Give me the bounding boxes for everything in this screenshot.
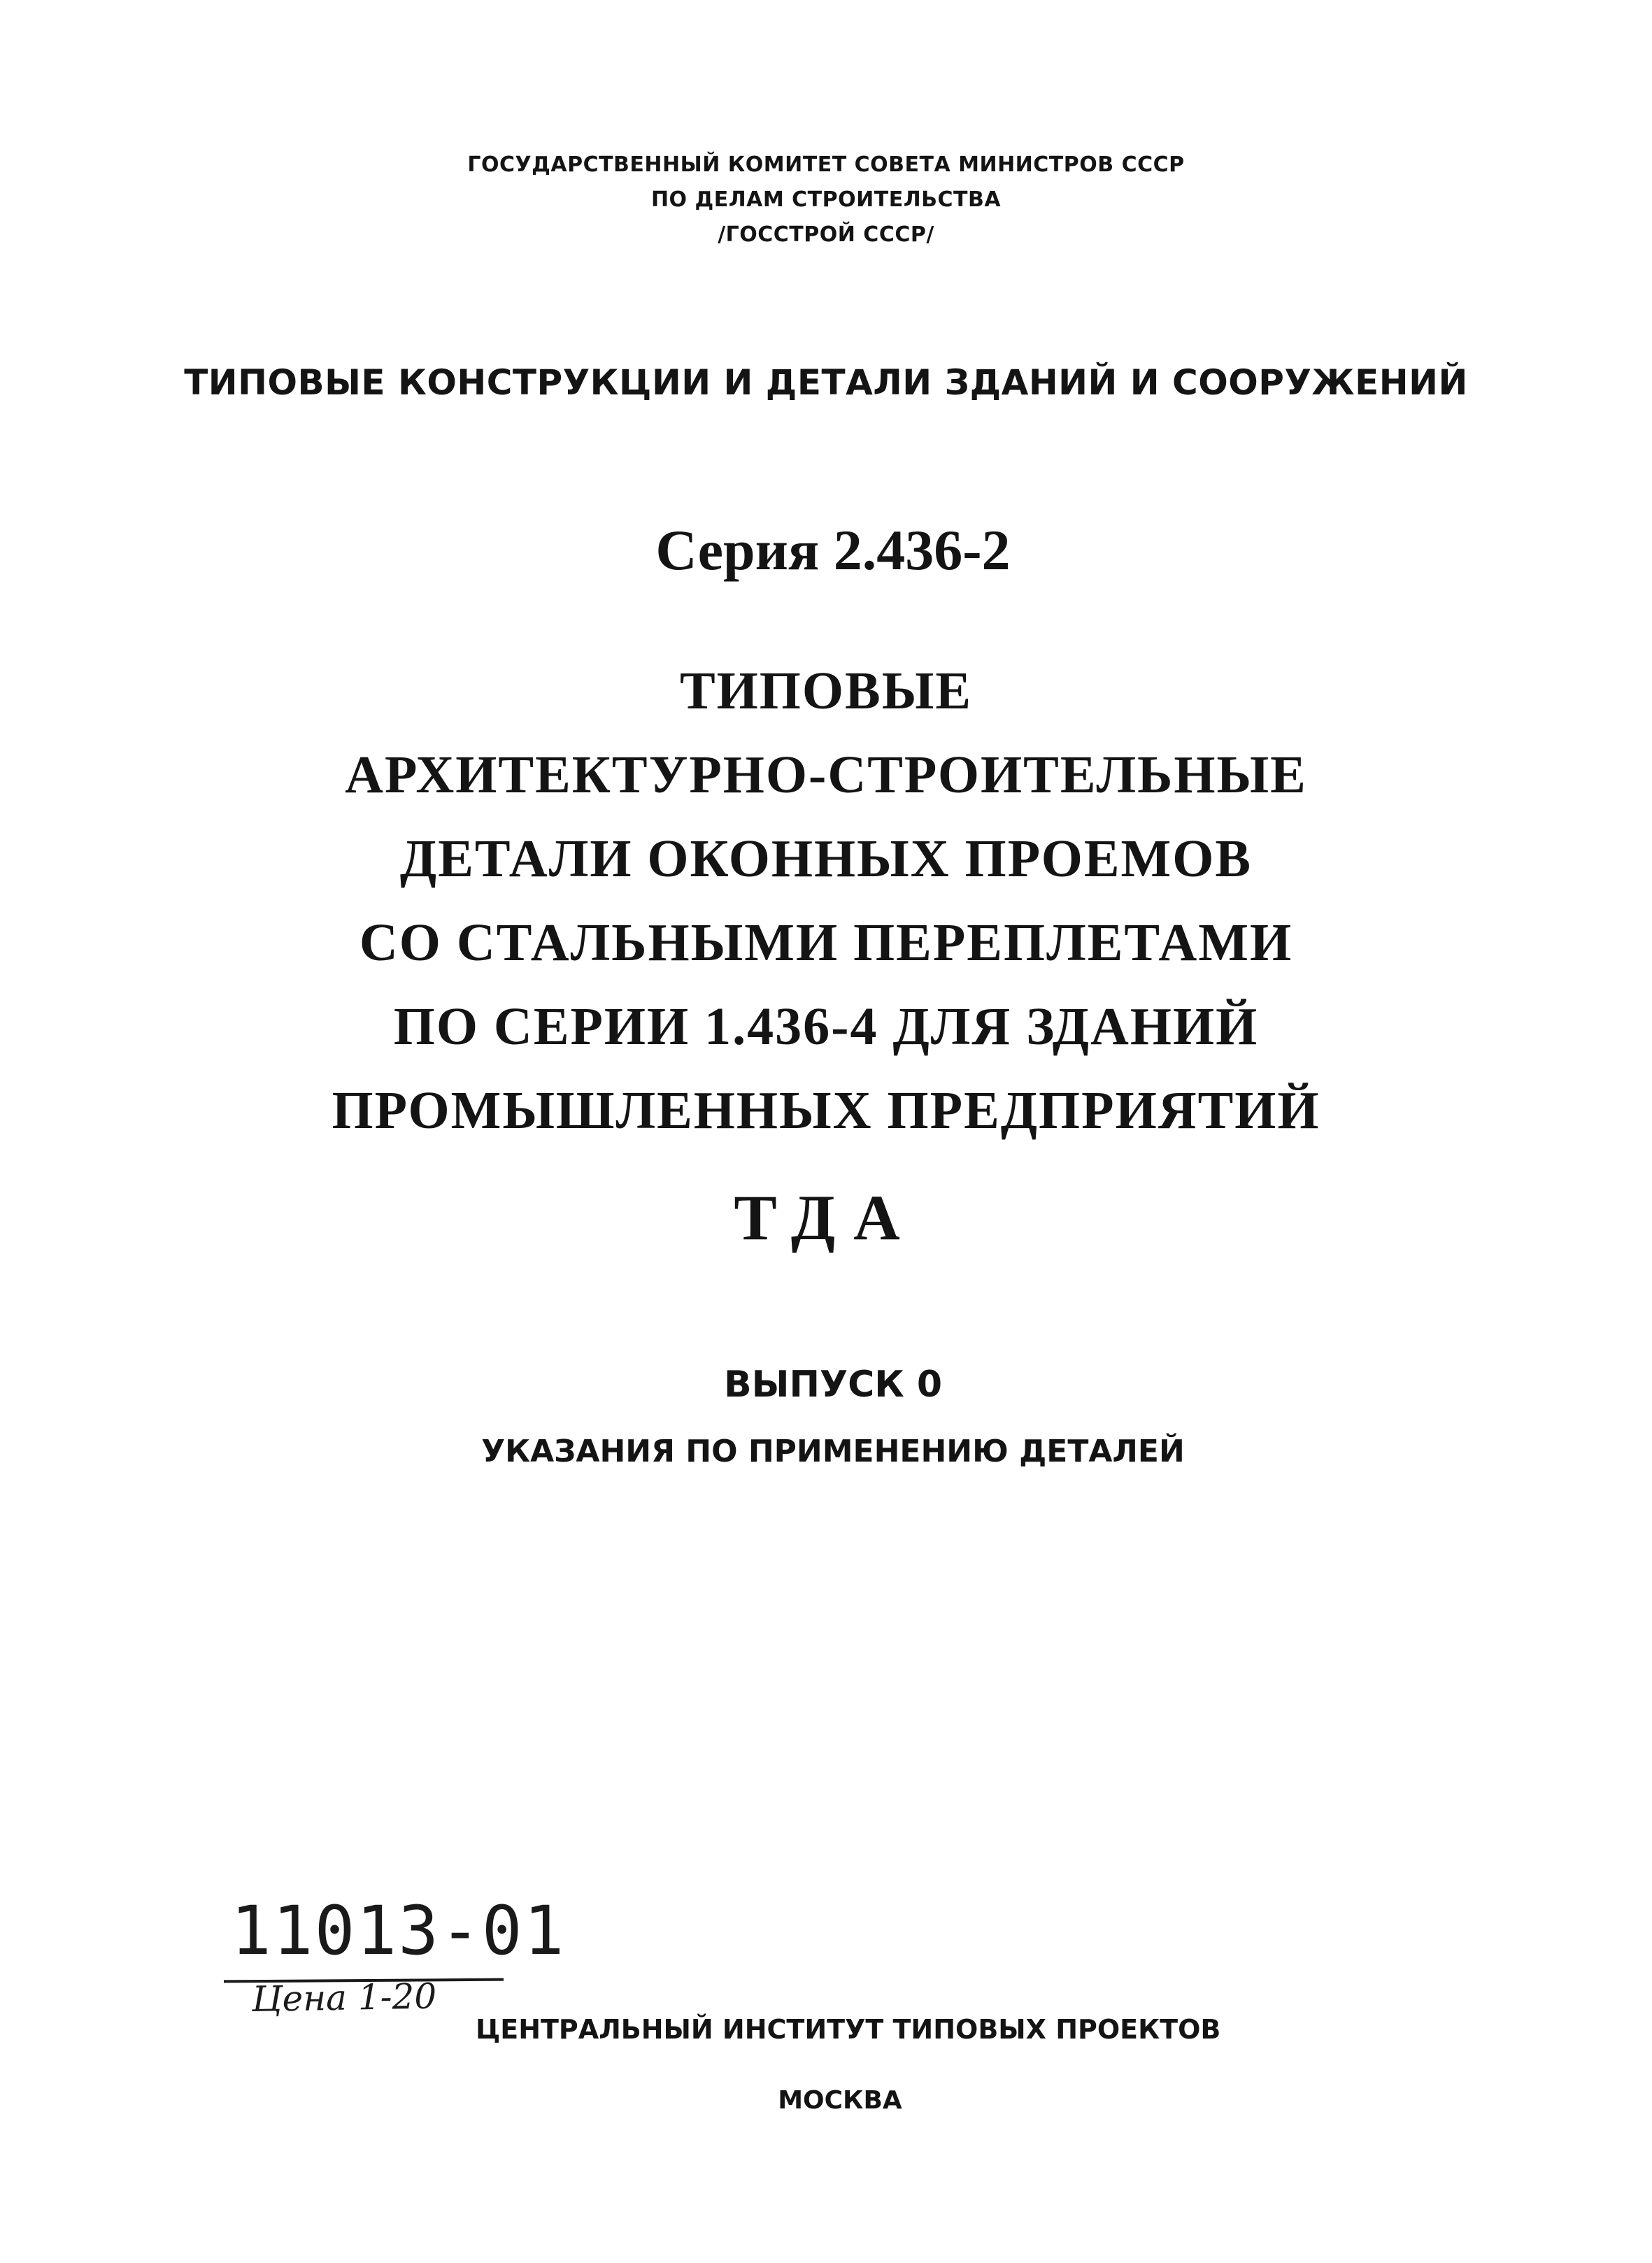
price: Цена 1-20 [251,1976,437,2020]
ministry-line-3: /ГОССТРОЙ СССР/ [718,222,934,247]
document-title-line-6: ПРОМЫШЛЕННЫХ ПРЕДПРИЯТИЙ [332,1081,1320,1140]
series-abbreviation: ТДА [734,1182,918,1253]
publisher-name: ЦЕНТРАЛЬНЫЙ ИНСТИТУТ ТИПОВЫХ ПРОЕКТОВ [476,2014,1221,2045]
issue-description: УКАЗАНИЯ ПО ПРИМЕНЕНИЮ ДЕТАЛЕЙ [481,1434,1185,1469]
document-title-line-4: СО СТАЛЬНЫМИ ПЕРЕПЛЕТАМИ [359,913,1293,972]
issue-number: ВЫПУСК 0 [723,1364,943,1406]
catalog-number: 11013-01 [231,1892,566,1970]
publisher-city: МОСКВА [778,2086,902,2115]
document-title-line-2: АРХИТЕКТУРНО-СТРОИТЕЛЬНЫЕ [345,745,1307,804]
ministry-line-2: ПО ДЕЛАМ СТРОИТЕЛЬСТВА [650,187,1002,212]
ministry-line-1: ГОСУДАРСТВЕННЫЙ КОМИТЕТ СОВЕТА МИНИСТРОВ СССР [467,152,1185,177]
document-title-line-5: ПО СЕРИИ 1.436-4 ДЛЯ ЗДАНИЙ [393,997,1259,1056]
document-title-line-3: ДЕТАЛИ ОКОННЫХ ПРОЕМОВ [399,829,1253,888]
series-number: Серия 2.436-2 [655,518,1011,582]
document-title-line-1: ТИПОВЫЕ [679,662,973,720]
collection-title: ТИПОВЫЕ КОНСТРУКЦИИ И ДЕТАЛИ ЗДАНИЙ И СООРУЖЕНИЙ [184,362,1468,403]
